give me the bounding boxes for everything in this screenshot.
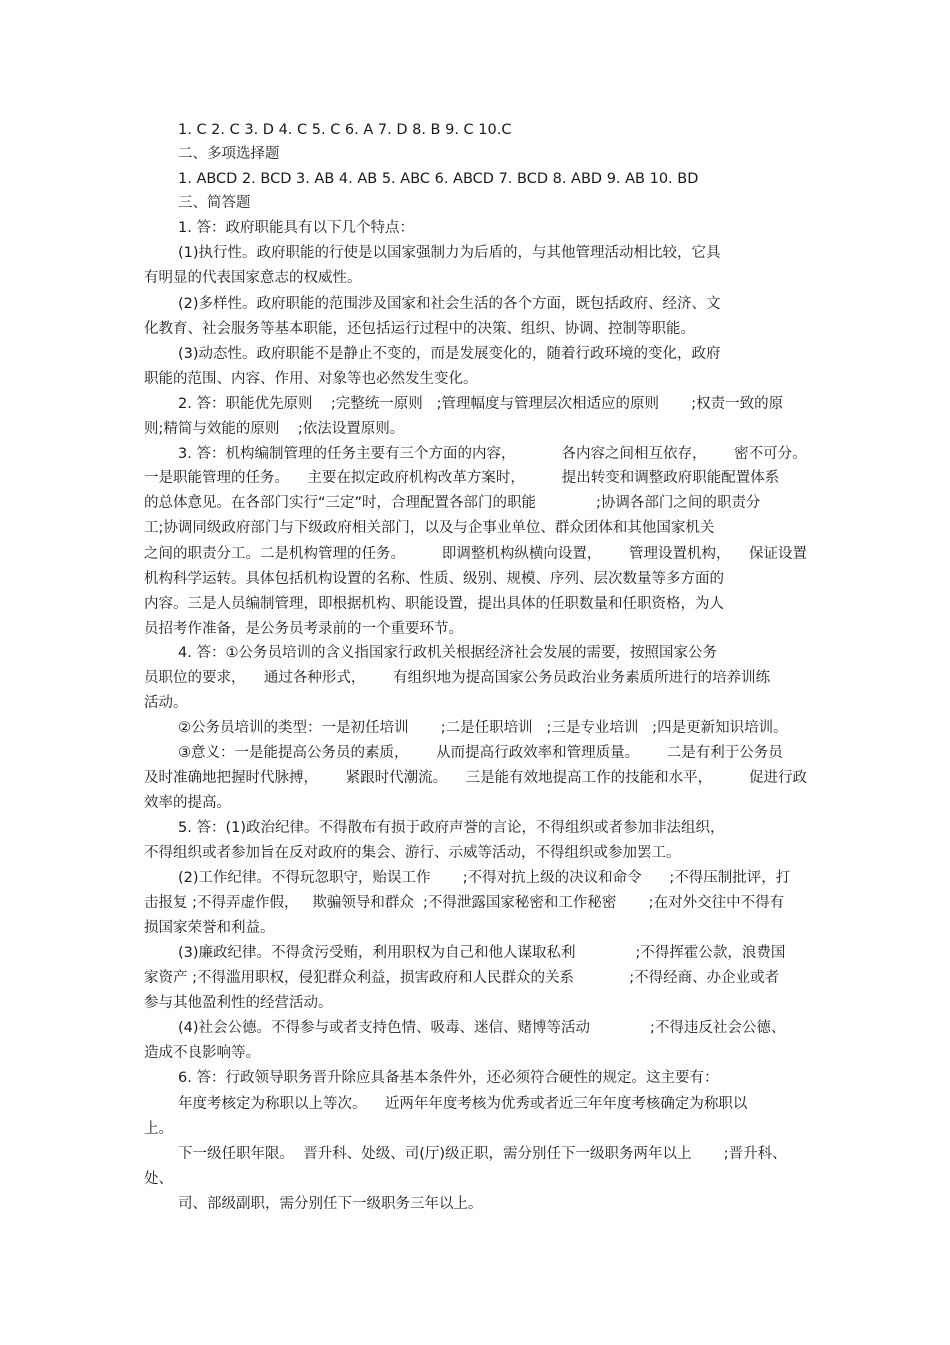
paragraph-line: 家资产 ;不得滥用职权，侵犯群众利益，损害政府和人民群众的关系 ;不得经商、办企业或者 [144,970,780,986]
paragraph-line: 5. 答：(1)政治纪律。不得散布有损于政府声誉的言论，不得组织或者参加非法组织， [178,820,725,836]
paragraph-line: 有明显的代表国家意志的权威性。 [144,270,362,286]
paragraph-line: (2)工作纪律。不得玩忽职守，贻误工作 ;不得对抗上级的决议和命令 ;不得压制批评，打 [178,870,791,886]
answer-line-multi-choice: 1. ABCD 2. BCD 3. AB 4. AB 5. ABC 6. ABCD 7. BCD 8. ABD 9. AB 10. BD [178,171,699,187]
paragraph-line: 2. 答：职能优先原则 ;完整统一原则 ;管理幅度与管理层次相适应的原则 ;权责一致的原 [178,396,784,412]
paragraph-line: (4)社会公德。不得参与或者支持色情、吸毒、迷信、赌博等活动 ;不得违反社会公德、 [178,1020,786,1036]
paragraph-line: (2)多样性。政府职能的范围涉及国家和社会生活的各个方面，既包括政府、经济、文 [178,296,721,312]
paragraph-line: 化教育、社会服务等基本职能，还包括运行过程中的决策、组织、协调、控制等职能。 [144,321,695,337]
answer-line-single-choice: 1. C 2. C 3. D 4. C 5. C 6. A 7. D 8. B 9. C 10.C [178,122,512,138]
paragraph-line: (3)动态性。政府职能不是静止不变的，而是发展变化的，随着行政环境的变化，政府 [178,346,721,362]
paragraph-line: 则;精简与效能的原则 ;依法设置原则。 [144,421,405,437]
paragraph-line: 之间的职责分工。二是机构管理的任务。 即调整机构纵横向设置， 管理设置机构， 保证设置 [144,546,807,562]
paragraph-line: 损国家荣誉和利益。 [144,920,275,936]
section-heading-short-answer: 三、简答题 [178,195,251,211]
paragraph-line: 造成不良影响等。 [144,1045,260,1061]
paragraph-line: 职能的范围、内容、作用、对象等也必然发生变化。 [144,371,478,387]
paragraph-line: 处、 [144,1171,173,1187]
paragraph-line: 下一级任职年限。 晋升科、处级、司(厅)级正职，需分别任下一级职务两年以上 ;晋升科、 [178,1146,787,1162]
paragraph-line: 的总体意见。在各部门实行“三定”时，合理配置各部门的职能 ;协调各部门之间的职责分 [144,495,761,511]
paragraph-line: 1. 答：政府职能具有以下几个特点： [178,220,414,236]
paragraph-line: 工;协调同级政府部门与下级政府相关部门，以及与企事业单位、群众团体和其他国家机关 [144,520,715,536]
paragraph-line: 一是职能管理的任务。 主要在拟定政府机构改革方案时， 提出转变和调整政府职能配置体系 [144,470,780,486]
paragraph-line: 员招考作准备，是公务员考录前的一个重要环节。 [144,621,463,637]
paragraph-line: (3)廉政纪律。不得贪污受贿，利用职权为自己和他人谋取私利 ;不得挥霍公款，浪费国 [178,945,786,961]
paragraph-line: 机构科学运转。具体包括机构设置的名称、性质、级别、规模、序列、层次数量等多方面的 [144,571,724,587]
paragraph-line: (1)执行性。政府职能的行使是以国家强制力为后盾的，与其他管理活动相比较，它具 [178,245,721,261]
paragraph-line: 年度考核定为称职以上等次。 近两年年度考核为优秀或者近三年年度考核确定为称职以 [178,1096,748,1112]
paragraph-line: 员职位的要求， 通过各种形式， 有组织地为提高国家公务员政治业务素质所进行的培养训练 [144,670,771,686]
paragraph-line: 及时准确地把握时代脉搏， 紧跟时代潮流。 三是能有效地提高工作的技能和水平， 促进行政 [144,770,807,786]
paragraph-line: ②公务员培训的类型：一是初任培训 ;二是任职培训 ;三是专业培训 ;四是更新知识培训。 [178,720,788,736]
paragraph-line: 6. 答：行政领导职务晋升除应具备基本条件外，还必须符合硬性的规定。这主要有： [178,1070,719,1086]
paragraph-line: 内容。三是人员编制管理，即根据机构、职能设置，提出具体的任职数量和任职资格，为人 [144,596,724,612]
paragraph-line: 参与其他盈利性的经营活动。 [144,995,333,1011]
paragraph-line: 击报复 ;不得弄虚作假， 欺骗领导和群众 ;不得泄露国家秘密和工作秘密 ;在对外交往中不得有 [144,895,785,911]
paragraph-line: ③意义：一是能提高公务员的素质， 从而提高行政效率和管理质量。 二是有利于公务员 [178,745,783,761]
paragraph-line: 效率的提高。 [144,795,231,811]
paragraph-line: 3. 答：机构编制管理的任务主要有三个方面的内容， 各内容之间相互依存， 密不可分。 [178,446,807,462]
section-heading-multi-choice: 二、多项选择题 [178,146,280,162]
paragraph-line: 司、部级副职，需分别任下一级职务三年以上。 [178,1196,483,1212]
paragraph-line: 上。 [144,1121,173,1137]
paragraph-line: 活动。 [144,695,188,711]
paragraph-line: 不得组织或者参加旨在反对政府的集会、游行、示威等活动，不得组织或参加罢工。 [144,845,681,861]
paragraph-line: 4. 答：①公务员培训的含义指国家行政机关根据经济社会发展的需要，按照国家公务 [178,645,717,661]
